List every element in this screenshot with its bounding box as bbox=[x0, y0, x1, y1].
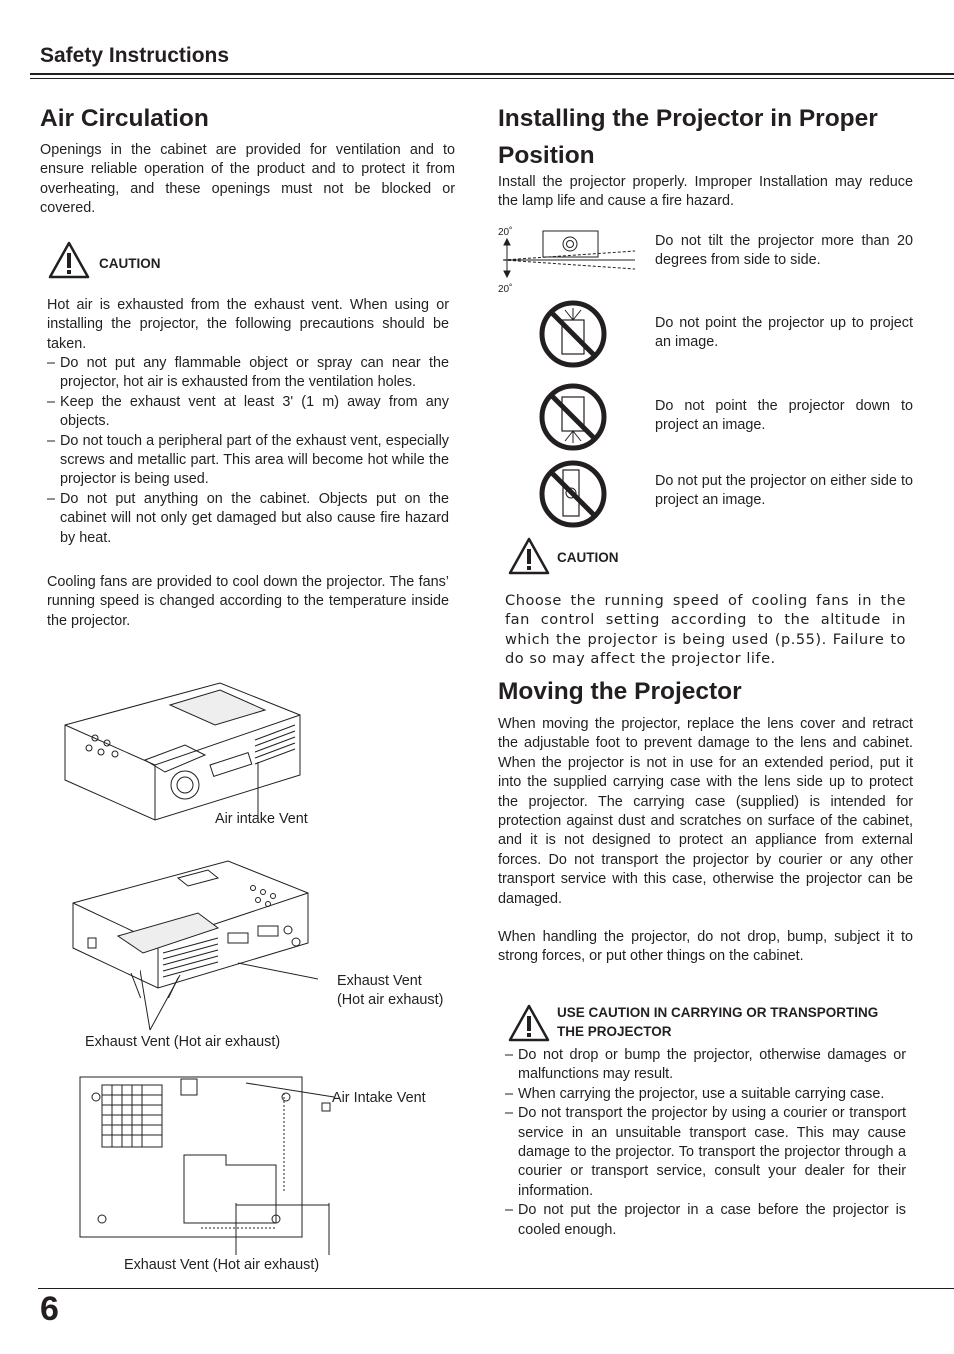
note-down: Do not point the projector down to project an image. bbox=[655, 398, 913, 434]
angle-label-bottom: 20˚ bbox=[498, 284, 513, 295]
fig-label-exhaust-left: Exhaust Vent (Hot air exhaust) bbox=[85, 1034, 281, 1050]
warning-icon bbox=[507, 1003, 551, 1043]
prohibited-down-icon bbox=[537, 381, 609, 453]
note-up: Do not point the projector up to project an image. bbox=[655, 315, 913, 351]
footer-rule bbox=[38, 1288, 954, 1289]
header-rule bbox=[30, 73, 954, 75]
page-number: 6 bbox=[40, 1290, 59, 1328]
prohibited-side-icon bbox=[537, 458, 609, 530]
list-item: – Do not transport the projector by using a courier or transport service in an unsuitable transport case. This may cause damage to the projector. To transport the projector through a courier or transport service, consult your dealer for their information. bbox=[505, 1104, 906, 1201]
air-caution-list bbox=[47, 354, 449, 548]
header-rule-thin bbox=[30, 78, 954, 79]
projector-front-illustration bbox=[55, 680, 315, 830]
moving-paragraph-1: When moving the projector, replace the lens cover and retract the adjustable foot to prevent damage to the lens and cabinet. When the projector is not in use for an extended period, put it into the supplied carrying case with the lens side up to protect the projector. The carrying case (supplied) is intended for protection against dust and scratches on surface of the cabinet, and it is not designed to protect an appliance from external forces. Do not transport the projector by courier or any other transport service with this case, otherwise the projector can be damaged. bbox=[498, 716, 913, 907]
list-item: – Do not touch a peripheral part of the exhaust vent, especially screws and metallic part. This area will become hot while the projector is being used. bbox=[47, 432, 449, 490]
fans-paragraph: Cooling fans are provided to cool down the projector. The fans’ running speed is changed according to the temperature inside the projector. bbox=[47, 574, 449, 629]
warning-icon bbox=[47, 240, 91, 280]
note-tilt: Do not tilt the projector more than 20 degrees from side to side. bbox=[655, 233, 913, 269]
fig-label-exhaust-right-2: (Hot air exhaust) bbox=[337, 992, 444, 1008]
section-header: Safety Instructions bbox=[40, 44, 230, 67]
installing-title-line2: Position bbox=[498, 142, 595, 169]
fig-label-intake-2: Air Intake Vent bbox=[332, 1090, 426, 1106]
air-intro: Openings in the cabinet are provided for ventilation and to ensure reliable operation of the product and to protect it from overheating, and these openings must not be blocked or covered. bbox=[40, 142, 455, 217]
fig-label-exhaust-right-1: Exhaust Vent bbox=[337, 973, 422, 989]
installing-intro: Install the projector properly. Improper Installation may reduce the lamp life and cause a fire hazard. bbox=[498, 174, 913, 210]
list-item: – Do not put the projector in a case before the projector is cooled enough. bbox=[505, 1201, 906, 1240]
transport-caution-label-1: USE CAUTION IN CARRYING OR TRANSPORTING bbox=[557, 1005, 879, 1020]
air-circulation-title: Air Circulation bbox=[40, 105, 209, 132]
tilt-diagram bbox=[503, 227, 638, 287]
list-item: – Keep the exhaust vent at least 3' (1 m) away from any objects. bbox=[47, 393, 449, 432]
warning-icon bbox=[507, 536, 551, 576]
list-item: – Do not put anything on the cabinet. Objects put on the cabinet will not only get damaged but also cause fire hazard by heat. bbox=[47, 490, 449, 548]
installing-title-line1: Installing the Projector in Proper bbox=[498, 105, 878, 132]
fan-caution-text: Choose the running speed of cooling fans in the fan control setting according to the altitude in which the projector is being used (p.55). Failure to do so may affect the projector life. bbox=[505, 592, 906, 668]
projector-bottom-illustration bbox=[76, 1073, 336, 1263]
caution-label: CAUTION bbox=[99, 256, 161, 271]
list-item: – Do not put any flammable object or spray can near the projector, hot air is exhausted from the ventilation holes. bbox=[47, 354, 449, 393]
caution-label: CAUTION bbox=[557, 550, 619, 565]
moving-paragraph-2: When handling the projector, do not drop, bump, subject it to strong forces, or put other things on the cabinet. bbox=[498, 929, 913, 965]
angle-label-top: 20˚ bbox=[498, 227, 513, 238]
transport-caution-list bbox=[505, 1046, 906, 1240]
list-item: – Do not drop or bump the projector, otherwise damages or malfunctions may result. bbox=[505, 1046, 906, 1085]
list-item: – When carrying the projector, use a suitable carrying case. bbox=[505, 1085, 906, 1104]
fig-label-exhaust-bottom: Exhaust Vent (Hot air exhaust) bbox=[124, 1257, 320, 1273]
moving-title: Moving the Projector bbox=[498, 678, 742, 705]
prohibited-up-icon bbox=[537, 298, 609, 370]
note-side: Do not put the projector on either side to project an image. bbox=[655, 473, 913, 509]
fig-label-intake-1: Air intake Vent bbox=[215, 811, 308, 827]
caution-intro: Hot air is exhausted from the exhaust vent. When using or installing the projector, the following precautions should be taken. bbox=[47, 297, 449, 352]
leader-lines bbox=[140, 970, 340, 1032]
transport-caution-label-2: THE PROJECTOR bbox=[557, 1024, 672, 1039]
